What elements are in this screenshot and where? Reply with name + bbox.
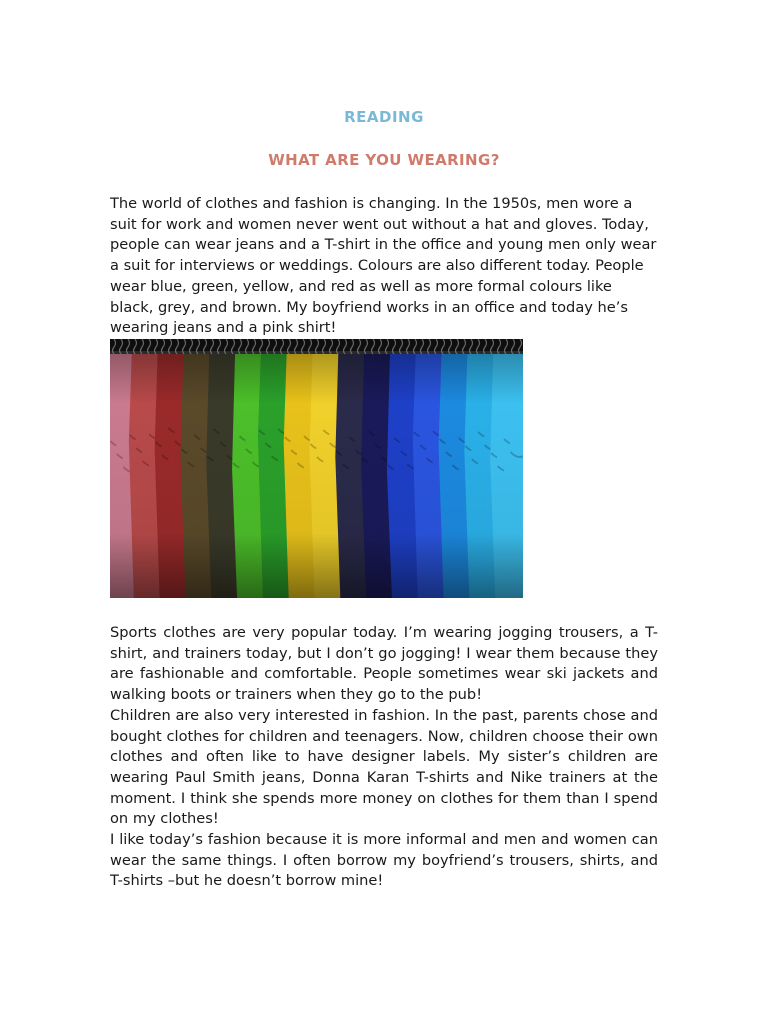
paragraph-3: Children are also very interested in fashion. In the past, parents chose and bought clothes for children and teenagers. Now, children choose their own clothes and often like to have designer labels. My sister’s children are wearing Paul Smith jeans, Donna Karan T-shirts and Nike trainers at the moment. I think she spends more money on clothes for them than I spend on my clothes! <box>110 706 658 828</box>
paragraph-4: I like today’s fashion because it is more informal and men and women can wear the same things. I often borrow my boyfriend’s trousers, shirts, and T-shirts –but he doesn’t borrow mine! <box>110 831 658 890</box>
tshirts-photo <box>110 339 523 598</box>
paragraph-2: Sports clothes are very popular today. I’m wearing jogging trousers, a T-shirt, and trainers today, but I don’t go jogging! I wear them because they are fashionable and comfortable. People sometimes wear ski jackets and walking boots or trainers when they go to the pub! <box>110 624 658 704</box>
tshirts-illustration <box>110 339 523 598</box>
section-label: READING <box>344 108 424 126</box>
paragraph-1: The world of clothes and fashion is changing. In the 1950s, men wore a suit for work and women never went out without a hat and gloves. Today, people can wear jeans and a T-shirt in the office and young men only wear a suit for interviews or weddings. Colours are also different today. People wear blue, green, yellow, and red as well as more formal colours like black, grey, and brown. My boyfriend works in an office and today he’s wearing jeans and a pink shirt! <box>110 195 657 337</box>
body-text <box>110 623 658 892</box>
article-title: WHAT ARE YOU WEARING? <box>268 151 500 169</box>
